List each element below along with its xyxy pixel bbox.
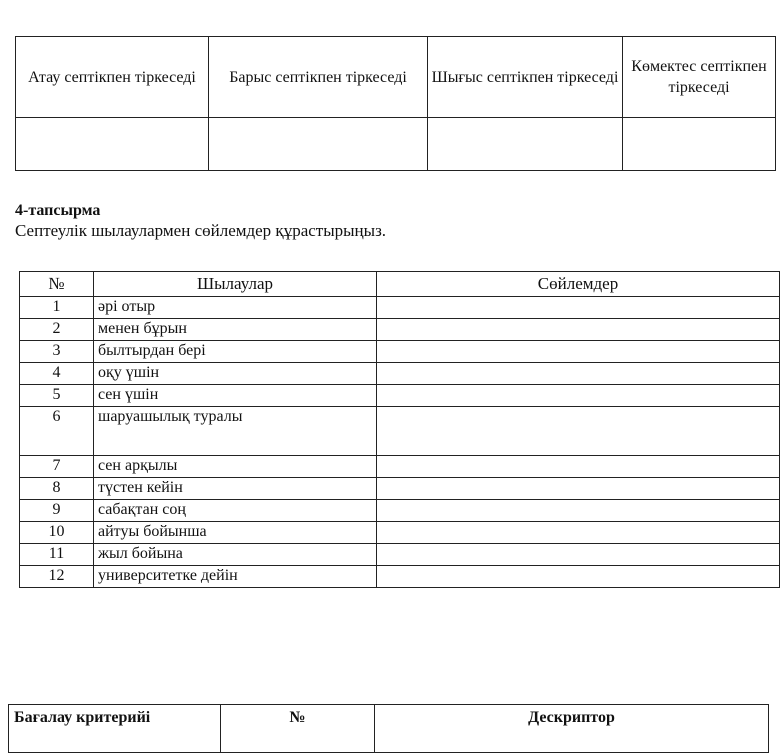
row-number: 2 (20, 319, 94, 341)
row-number: 10 (20, 522, 94, 544)
header-sentences: Сөйлемдер (377, 272, 780, 297)
sentence-cell[interactable] (377, 407, 780, 456)
row-number: 1 (20, 297, 94, 319)
phrase-cell: әрі отыр (94, 297, 377, 319)
row-number: 5 (20, 385, 94, 407)
phrase-cell: оқу үшін (94, 363, 377, 385)
sentence-cell[interactable] (377, 385, 780, 407)
sentence-cell[interactable] (377, 522, 780, 544)
table-row (20, 297, 780, 319)
row-number: 8 (20, 478, 94, 500)
header-dative: Барыс септікпен тіркеседі (209, 37, 428, 118)
phrase-cell: шаруашылық туралы (94, 407, 377, 456)
empty-cell[interactable] (16, 118, 209, 171)
sentence-cell[interactable] (377, 341, 780, 363)
table-row (20, 522, 780, 544)
phrase-cell: университетке дейін (94, 566, 377, 588)
table-row (20, 566, 780, 588)
sentence-cell[interactable] (377, 297, 780, 319)
header-number: № (20, 272, 94, 297)
assessment-table (8, 704, 769, 753)
header-ablative: Шығыс септікпен тіркеседі (428, 37, 623, 118)
phrase-cell: айтуы бойынша (94, 522, 377, 544)
table-row (20, 319, 780, 341)
sentence-cell[interactable] (377, 478, 780, 500)
phrase-cell: жыл бойына (94, 544, 377, 566)
row-number: 6 (20, 407, 94, 456)
table-row (20, 407, 780, 456)
table-row (20, 385, 780, 407)
table-row (20, 456, 780, 478)
phrase-cell: былтырдан бері (94, 341, 377, 363)
row-number: 3 (20, 341, 94, 363)
empty-cell[interactable] (209, 118, 428, 171)
empty-cell[interactable] (623, 118, 776, 171)
empty-cell[interactable] (428, 118, 623, 171)
sentence-cell[interactable] (377, 566, 780, 588)
row-number: 12 (20, 566, 94, 588)
sentence-cell[interactable] (377, 500, 780, 522)
row-number: 4 (20, 363, 94, 385)
header-instrumental: Көмектес септікпен тіркеседі (623, 37, 776, 118)
case-table (15, 36, 776, 171)
phrase-cell: сен үшін (94, 385, 377, 407)
phrase-cell: сен арқылы (94, 456, 377, 478)
header-descriptor: Дескриптор (375, 705, 769, 753)
sentence-cell[interactable] (377, 456, 780, 478)
sentence-table (19, 271, 780, 588)
header-task-number: № (221, 705, 375, 753)
table-row (20, 478, 780, 500)
header-criteria: Бағалау критерийі (9, 705, 221, 753)
row-number: 9 (20, 500, 94, 522)
header-phrases: Шылаулар (94, 272, 377, 297)
table-row (20, 544, 780, 566)
row-number: 11 (20, 544, 94, 566)
table-row (20, 363, 780, 385)
task-title: 4-тапсырма (15, 202, 101, 219)
phrase-cell: сабақтан соң (94, 500, 377, 522)
phrase-cell: менен бұрын (94, 319, 377, 341)
task-instruction: Септеулік шылаулармен сөйлемдер құрастырыңыз. (15, 221, 387, 240)
row-number: 7 (20, 456, 94, 478)
table-row (20, 341, 780, 363)
sentence-cell[interactable] (377, 363, 780, 385)
header-nominative: Атау септікпен тіркеседі (16, 37, 209, 118)
sentence-cell[interactable] (377, 319, 780, 341)
phrase-cell: түстен кейін (94, 478, 377, 500)
sentence-cell[interactable] (377, 544, 780, 566)
table-row (20, 500, 780, 522)
